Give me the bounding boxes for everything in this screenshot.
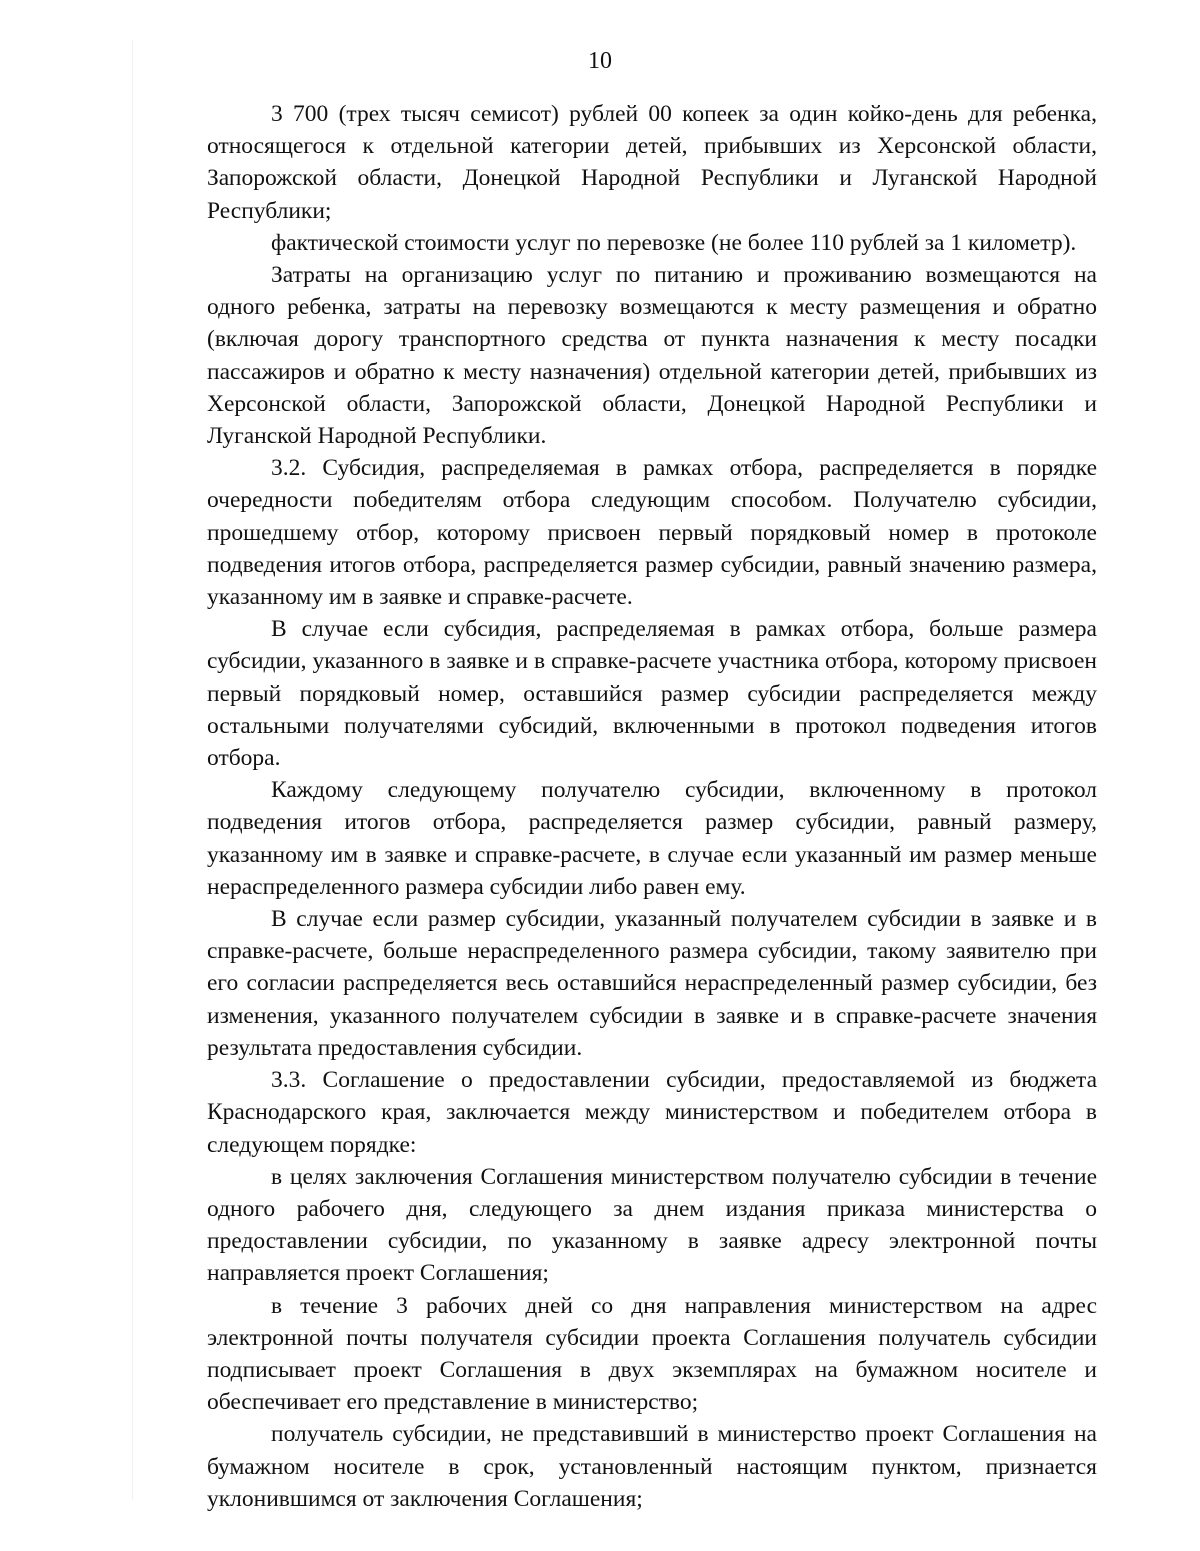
page-number: 10	[588, 48, 612, 74]
paragraph-agreement-sending: в целях заключения Соглашения министерством получателю субсидии в течение одного рабочего дня, следующего за днем издания приказа министерства о предоставлении субсидии, по указанному в заявке адресу электронной почты направляется проект Соглашения;	[207, 1163, 1097, 1287]
paragraph-agreement-signing: в течение 3 рабочих дней со дня направления министерством на адрес электронной почты получателя субсидии проекта Соглашения получатель субсидии подписывает проект Соглашения в двух экземплярах на бумажном носителе и обеспечивает его представление в министерство;	[207, 1292, 1097, 1416]
paragraph-section-3-3: 3.3. Соглашение о предоставлении субсидии, предоставляемой из бюджета Краснодарского края, заключается между министерством и победителем отбора в следующем порядке:	[207, 1067, 1097, 1158]
paragraph-exceeding-amount: В случае если размер субсидии, указанный получателем субсидии в заявке и в справке-расчете, больше нераспределенного размера субсидии, такому заявителю при его согласии распределяется весь оставшийся нераспределенный размер субсидии, без изменения, указанного получателем субсидии в заявке и в справке-расчете значения результата предоставления субсидии.	[207, 906, 1097, 1061]
paragraph-agreement-evasion: получатель субсидии, не представивший в министерство проект Соглашения на бумажном носителе в срок, установленный настоящим пунктом, признается уклонившимся от заключения Соглашения;	[207, 1421, 1097, 1512]
paragraph-next-recipient: Каждому следующему получателю субсидии, включенному в протокол подведения итогов отбора, распределяется размер субсидии, равный размеру, указанному им в заявке и справке-расчете, в случае если указанный им размер меньше нераспределенного размера субсидии либо равен ему.	[207, 777, 1097, 900]
document-body	[207, 98, 1097, 1515]
paragraph-section-3-2: 3.2. Субсидия, распределяемая в рамках отбора, распределяется в порядке очередности победителям отбора следующим способом. Получателю субсидии, прошедшему отбор, которому присвоен первый порядковый номер в протоколе подведения итогов отбора, распределяется размер субсидии, равный значению размера, указанному им в заявке и справке-расчете.	[207, 455, 1097, 611]
paragraph-remaining-subsidy: В случае если субсидия, распределяемая в рамках отбора, больше размера субсидии, указанного в заявке и в справке-расчете участника отбора, которому присвоен первый порядковый номер, оставшийся размер субсидии распределяется между остальными получателями субсидий, включенными в протокол подведения итогов отбора.	[207, 616, 1097, 772]
scan-edge-line	[132, 40, 133, 1500]
paragraph-transport-cost: фактической стоимости услуг по перевозке (не более 110 рублей за 1 километр).	[271, 229, 1077, 256]
paragraph-rate-per-bed-day: 3 700 (трех тысяч семисот) рублей 00 копеек за один койко-день для ребенка, относящегося к отдельной категории детей, прибывших из Херсонской области, Запорожской области, Донецкой Народной Республики и Луганской Народной Республики;	[207, 101, 1097, 224]
paragraph-cost-reimbursement: Затраты на организацию услуг по питанию и проживанию возмещаются на одного ребенка, затраты на перевозку возмещаются к месту размещения и обратно (включая дорогу транспортного средства от пункта назначения к месту посадки пассажиров и обратно к месту назначения) отдельной категории детей, прибывших из Херсонской области, Запорожской области, Донецкой Народной Республики и Луганской Народной Республики.	[207, 262, 1097, 450]
